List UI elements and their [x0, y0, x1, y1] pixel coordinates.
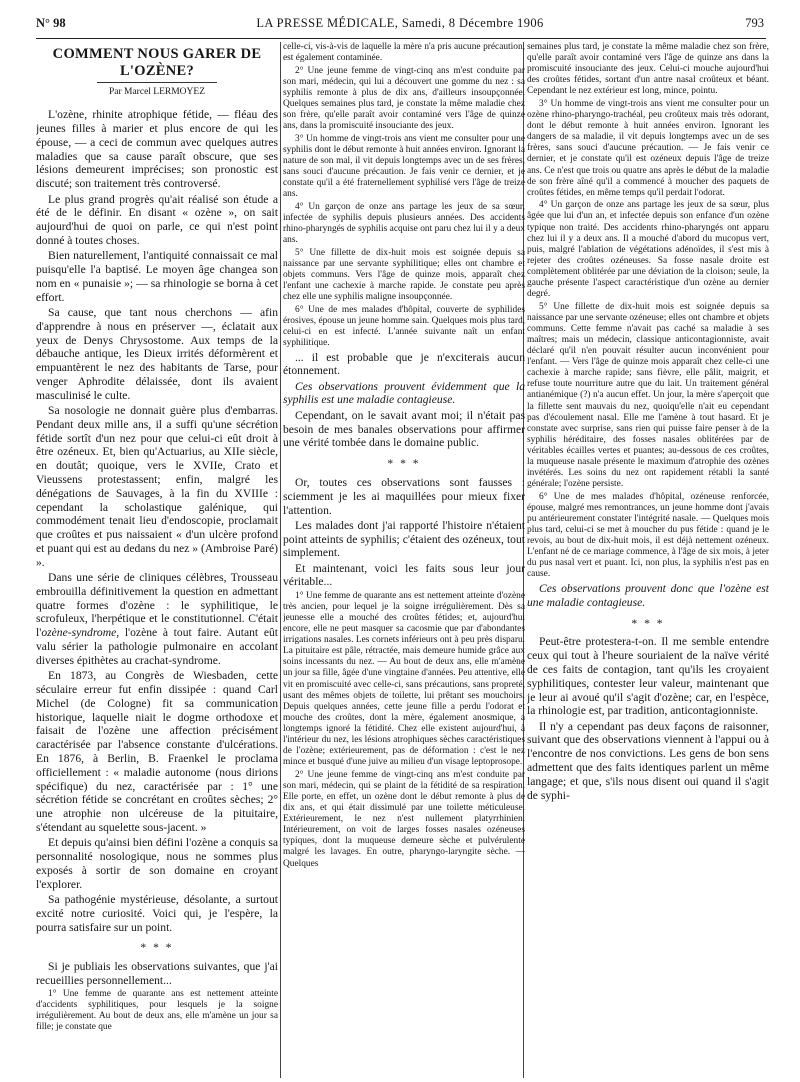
paragraph: 2° Une jeune femme de vingt-cinq ans m'est conduite par son mari, médecin, qui lui a découvert une gomme du nez : sa syphilis remonte à plus de dix ans, d'ailleurs insoupçonnée. Quelques semaines plus tard, je constate la même maladie chez son frère, qu'elle paraît avoir contaminé vers l'âge de quinze ans, dans la promiscuité insouciante des jeux.	[283, 65, 525, 132]
paragraph: Peut-être protestera-t-on. Il me semble entendre ceux qui tout à l'heure souriaient de la naïve vérité de ces faits de contagion, tant qu'ils les croyaient syphilitiques, contester leur valeur, maintenant que je leur ai avoué qu'il s'agit d'ozène; car, en l'espèce, la rhinologie est, par tradition, anticontagionniste.	[527, 635, 769, 718]
observations-section	[527, 42, 769, 581]
paragraph: Si je publiais les observations suivantes, que j'ai recueillies personnellement...	[36, 960, 278, 987]
paragraph: celle-ci, vis-à-vis de laquelle la mère n'a pris aucune précaution, est également contaminée.	[283, 42, 525, 64]
paragraph: 4° Un garçon de onze ans partage les jeux de sa sœur, plus âgée que lui d'un an, et infectée depuis son enfance d'un ozène typique non traité. Des accidents rhino-pharyngés ont apparu chez lui il y a deux ans. Il a mouché d'abord du mucopus vert, puis, malgré l'ablation de végétations adénoïdes, il s'est mis à rejeter des croûtes ozéneuses. Sa fosse nasale droite est complètement oblitérée par une déviation de la cloison; seule, la gauche présente l'aspect caractéristique d'un ozène au dernier degré.	[527, 200, 769, 300]
section-separator: * * *	[140, 941, 174, 955]
paragraph: Bien naturellement, l'antiquité connaissait ce mal puisqu'elle l'a baptisé. Le moyen âge changea son nom en « punaisie »; — sa rhinologie se borna à cet effort.	[36, 249, 278, 304]
paragraph: En 1873, au Congrès de Wiesbaden, cette séculaire erreur fut enfin dissipée : quand Carl Michel (de Cologne) fit sa communication historique, laquelle niait le dogme orthodoxe et faisait de l'ozène une affection précisément caractérisée par l'absence constante d'ulcérations. En 1876, à Berlin, B. Fraenkel le proclama officiellement : « maladie autonome (nous dirions spécifique) du nez, caractérisée par : 1° une sécrétion fétide se concrétant en croûtes sèches; 2° une atrophie non ulcéreuse de la pituitaire, s'étendant au squelette sous-jacent. »	[36, 669, 278, 834]
italic-term: ozène-syndrome	[41, 626, 117, 640]
header-rule	[36, 38, 766, 39]
paragraph: Or, toutes ces observations sont fausses : sciemment je les ai maquillées pour mieux fixer l'attention.	[283, 475, 525, 517]
paragraph: 6° Une de mes malades d'hôpital, ozéneuse renforcée, épouse, malgré mes remontrances, un jeune homme dont j'avais pu antérieurement constater l'intégrité nasale. — Quelques mois plus tard, celui-ci se met à moucher du pus fétide : quand je le revois, au bout de dix-huit mois, il est déjà nettement ozéneux. L'enfant né de ce mariage commence, à l'âge de six mois, à jeter du pus nasal vert et puant. Ici, non plus, la syphilis n'est pas en cause.	[527, 491, 769, 580]
observations-section	[283, 42, 525, 349]
paragraph: Sa pathogénie mystérieuse, désolante, a surtout excité notre curiosité. Voici qui, je l'espère, la pourra satisfaire sur un point.	[36, 892, 278, 934]
column-1	[36, 42, 278, 1078]
paragraph: semaines plus tard, je constate la même maladie chez son frère, qu'elle paraît avoir contaminé vers l'âge de quinze ans dans la promiscuité insouciante des jeux. Celui-ci mouche aujourd'hui des croûtes fétides, sortant d'un antre nasal croûteux et béant. Cependant le nez extérieur est long, mince, pointu.	[527, 42, 769, 97]
article-title: COMMENT NOUS GARER DE L'OZÈNE?	[36, 46, 278, 83]
paragraph: Sa nosologie ne donnait guère plus d'embarras. Pendant deux mille ans, il a suffi qu'une sécrétion fétide sortît d'un nez pour que celui-ci eût droit à être ozéneux. Et, bien qu'Actuarius, au XIIe siècle, en doutât; quoique, vers le XVIIe, Crato et Vieussens protestassent; enfin, malgré les dénégations de Sauvages, à la fin du XVIIIe : cependant la scholastique galénique, qui commodément tenait lieu d'endoscopie, proclamait que croûtes et pus naissaient « d'un ulcère profond et puant qui est au dedans du nez » (Ambroise Paré) ».	[36, 404, 278, 569]
italic-conclusion: Ces observations prouvent donc que l'ozène est une maladie contagieuse.	[527, 582, 769, 609]
italic-conclusion: Ces observations prouvent évidemment que la syphilis est une maladie contagieuse.	[283, 379, 525, 407]
observations-section	[283, 591, 525, 870]
paragraph: Sa cause, que tant nous cherchons — afin d'apprendre à nous en préserver —, éclatait aux yeux de Denys Chrysostome. Aux temps de la débauche antique, les Dieux irrités déformèrent et empuantèrent le nez des habitants de Tarse, pour venger Aphrodite délaissée, dont ils avaient masculinisé le culte.	[36, 305, 278, 402]
article-byline: Par Marcel LERMOYEZ	[108, 87, 206, 97]
paragraph: L'ozène, rhinite atrophique fétide, — fléau des jeunes filles à marier et plus encore de qui les épouse, — a ceci de commun avec quelques autres maladies que sa cause paraît obscure, que ses lésions demeurent imprécises; son pronostic est discuté; son traitement très controversé.	[36, 108, 278, 191]
paragraph: 5° Une fillette de dix-huit mois est soignée depuis sa naissance par une servante ozéneuse; elles ont chambre et objets communs. Cette femme n'avait pas caché sa maladie à ses maîtres; mais un médecin, classique anticontagionniste, avait déclaré qu'il n'en pouvait résulter aucun inconvénient pour l'enfant. — Vers l'âge de quinze mois apparaît chez celle-ci une cachexie à marche rapide; sans fièvre, elle pâlit, maigrit, et refuse toute nourriture autre que du lait. Un traitement général antianémique (?) n'a aucun effet. Un jour, la mère s'aperçoit que la fillette sent mauvais du nez, quoiqu'elle n'ait eu cependant pas d'écoulement nasal. Elle me l'amène à tout hasard. Et je constate avec surprise, sans rien qui puisse faire penser à de la syphilis héréditaire, des fosses nasales oblitérées par de véritables écailles vertes et puantes; au-dessous de ces croûtes, la muqueuse nasale présente le maximum d'atrophie des ozènes invétérés. Les soins du nez ont rapidement rétabli la santé générale; l'ozène persiste.	[527, 301, 769, 490]
paragraph: Cependant, on le savait avant moi; il n'était pas besoin de mes banales observations pour affirmer une vérité tombée dans le domaine public.	[283, 408, 525, 450]
paragraph: Les malades dont j'ai rapporté l'histoire n'étaient point atteints de syphilis; c'étaient des ozéneux, tout simplement.	[283, 518, 525, 560]
paragraph: 1° Une femme de quarante ans est nettement atteinte d'accidents syphilitiques, pour lesquels je la soigne irrégulièrement. Au bout de deux ans, elle m'amène un jour sa fille; je constate que	[36, 989, 278, 1033]
section-separator: * * *	[631, 616, 665, 630]
issue-number: N° 98	[36, 16, 66, 30]
intro-section	[36, 108, 278, 987]
paragraph: Et maintenant, voici les faits sous leur jour véritable...	[283, 561, 525, 589]
paragraph: 4° Un garçon de onze ans partage les jeux de sa sœur, infectée de syphilis depuis plusieurs années. Des accidents rhino-pharyngés de syphilis acquise ont paru chez lui il y a deux ans.	[283, 201, 525, 246]
text: , l'ozène à tout faire. Autant eût valu sérier la pathologie pulmonaire en accolant diverses épithètes au crachat-syndrome.	[36, 626, 278, 667]
journal-title: LA PRESSE MÉDICALE, Samedi, 8 Décembre 1906	[256, 16, 544, 30]
paragraph: 3° Un homme de vingt-trois ans vient me consulter pour une syphilis dont le début remonte à huit années environ. Ignorant la nature de son mal, il vit depuis longtemps avec un de ses frères, sans souci d'aucune précaution. Je fais venir ce dernier, et je constate qu'il a été fraternellement syphilisé vers l'âge de treize ans.	[283, 133, 525, 200]
column-2	[283, 42, 525, 1078]
page-number: 793	[745, 16, 764, 30]
column-divider	[280, 42, 281, 1078]
paragraph: 3° Un homme de vingt-trois ans vient me consulter pour un ozène rhino-pharyngo-trachéal, peu croûteux mais très odorant, dont le début remonte à huit années environ. Ignorant les dangers de sa maladie, il vit depuis longtemps avec un de ses frères, sans souci d'aucune précaution. — Je fais venir ce dernier, et je constate qu'il est ozéneux depuis l'âge de treize ans. Ce n'est que trois ou quatre ans après le début de la maladie de son frère aîné qu'il a commencé à moucher des paquets de croûtes fétides, en même temps qu'il perdait l'odorat.	[527, 98, 769, 198]
paragraph: 5° Une fillette de dix-huit mois est soignée depuis sa naissance par une servante syphilitique; elles ont chambre et objets communs. Vers l'âge de quinze mois, apparaît chez l'enfant une cachexie à marche rapide. Je constate peu après chez elle une syphilis maligne insoupçonnée.	[283, 247, 525, 303]
discussion-section	[283, 351, 525, 590]
paragraph: Et depuis qu'ainsi bien défini l'ozène a conquis sa personnalité nosologique, nous ne sommes plus exposés à sortir de son domaine en croyant l'explorer.	[36, 836, 278, 891]
paragraph: 2° Une jeune femme de vingt-cinq ans m'est conduite par son mari, médecin, qui se plaint de la fétidité de sa respiration. Elle porte, en effet, un ozène dont le début remonte à plus de dix ans, et qui était dissimulé par une toilette méticuleuse. Extérieurement, le nez n'est nullement platyrrhinien. Intérieurement, on voit de larges fosses nasales ozéneuses typiques, dont la muqueuse demeure sèche et pulvérulente malgré les lavages. En outre, pharyngo-laryngite sèche. — Quelques	[283, 769, 525, 869]
column-3	[527, 42, 769, 1078]
paragraph: Le plus grand progrès qu'ait réalisé son étude a été de le définir. En disant « ozène », on sait aujourd'hui de quoi on parle, ce qui n'est point donné à toutes choses.	[36, 192, 278, 247]
section-separator: * * *	[387, 457, 421, 471]
paragraph: 1° Une femme de quarante ans est nettement atteinte d'ozène très ancien, pour lequel je la soigne irrégulièrement. Dès sa jeunesse elle a mouché des croûtes fétides; et, aujourd'hui encore, elle ne peut masquer sa cacosmie que par d'abondantes irrigations nasales. Les cornets inférieurs ont à peu près disparu. La pituitaire est pâle, rétractée, mais demeure humide grâce aux soins incessants du nez. — Au bout de deux ans, elle m'amène un jour sa fille, âgée d'une vingtaine d'années. Peu attentive, elle vit en promiscuité avec celle-ci, sans précautions, sans propreté, usant des mêmes objets de toilette, lui prêtant ses mouchoirs. Depuis quelques années, cette jeune fille a perdu l'odorat et mouche des croûtes, dont la mère, également anosmique, a longtemps ignoré la fétidité. Chez elle existent aujourd'hui, à l'intérieur du nez, les lésions atrophiques sèches caractéristiques de l'ozène; extérieurement, pas de déformation : c'est le nez mince et busqué d'une juive au milieu d'un visage leptoprosope.	[283, 590, 525, 768]
paragraph	[36, 571, 278, 668]
paragraph: Il n'y a cependant pas deux façons de raisonner, suivant que des observations viennent à l'appui ou à l'encontre de nos convictions. Les gens de bon sens admettent que des faits identiques parlent un même langage; et que, s'ils nous disent oui quand il s'agit de syphi-	[527, 719, 769, 802]
discussion-section	[527, 582, 769, 802]
paragraph: 6° Une de mes malades d'hôpital, couverte de syphilides érosives, épouse un jeune homme sain. Quelques mois plus tard, celui-ci en est infecté. L'année suivante naît un enfant syphilitique.	[283, 304, 525, 348]
paragraph: ... il est probable que je n'exciterais aucun étonnement.	[283, 350, 525, 378]
page-header	[0, 16, 800, 36]
text: Dans une série de cliniques célèbres, Trousseau embrouilla définitivement la question en admettant quatre formes d'ozène : le syphilitique, le scrofuleux, l'herpétique et le constitutionnel. C'était l'	[36, 571, 278, 640]
observations-section	[36, 989, 278, 1033]
